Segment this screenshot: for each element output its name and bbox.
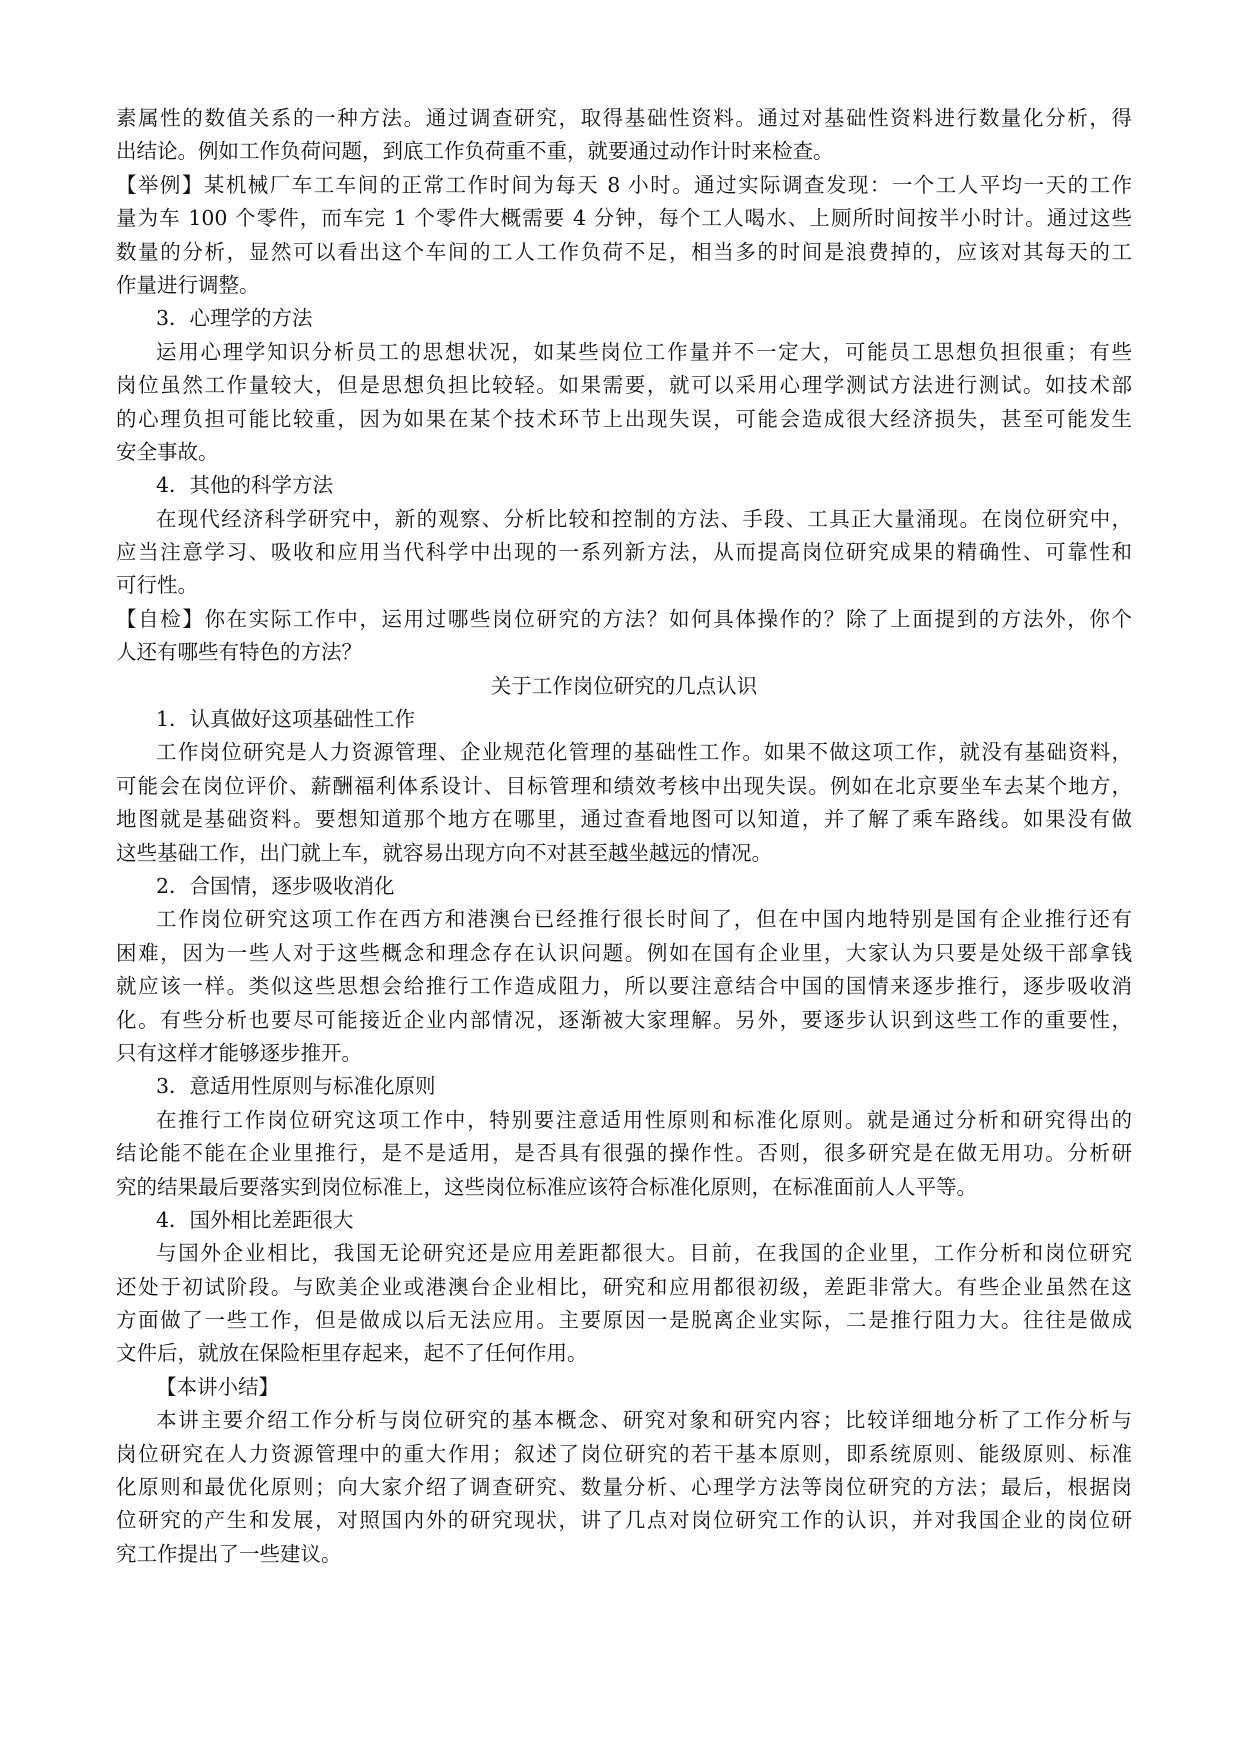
text-line: 结论能不能在企业里推行，是不是适用，是否具有很强的操作性。否则，很多研究是在做无用功。分析研	[116, 1141, 1132, 1166]
section-heading: 4．国外相比差距很大	[156, 1207, 354, 1232]
text-line: 地图就是基础资料。要想知道那个地方在哪里，通过查看地图可以知道，并了解了乘车路线。如果没有做	[116, 807, 1132, 832]
section-heading: 3．心理学的方法	[156, 306, 313, 331]
text-line: 位研究的产生和发展，对照国内外的研究现状，讲了几点对岗位研究工作的认识，并对我国企业的岗位研	[116, 1508, 1132, 1533]
text-line: 的心理负担可能比较重，因为如果在某个技术环节上出现失误，可能会造成很大经济损失，甚至可能发生	[116, 406, 1132, 431]
text-line: 方面做了一些工作，但是做成以后无法应用。主要原因一是脱离企业实际，二是推行阻力大。往往是做成	[116, 1308, 1132, 1333]
section-heading: 1．认真做好这项基础性工作	[156, 707, 416, 732]
text-line: 可能会在岗位评价、薪酬福利体系设计、目标管理和绩效考核中出现失误。例如在北京要坐车去某个地方，	[116, 773, 1132, 798]
text-line: 只有这样才能够逐步推开。	[116, 1040, 362, 1065]
text-line: 安全事故。	[116, 439, 219, 464]
text-line: 化。有些分析也要尽可能接近企业内部情况，逐渐被大家理解。另外，要逐步认识到这些工作的重要性，	[116, 1007, 1132, 1032]
text-line: 可行性。	[116, 573, 198, 598]
text-line: 人还有哪些有特色的方法？	[116, 640, 362, 665]
section-heading: 4．其他的科学方法	[156, 473, 334, 498]
section-heading: 2．合国情，逐步吸收消化	[156, 873, 395, 898]
example-line: 【举例】某机械厂车工车间的正常工作时间为每天 8 小时。通过实际调查发现：一个工人平均一天的工作	[116, 172, 1132, 197]
section-title: 关于工作岗位研究的几点认识	[490, 673, 758, 698]
text-line: 素属性的数值关系的一种方法。通过调查研究，取得基础性资料。通过对基础性资料进行数量化分析，得	[116, 106, 1132, 130]
text-line: 在现代经济科学研究中，新的观察、分析比较和控制的方法、手段、工具正大量涌现。在岗位研究中，	[156, 506, 1132, 531]
text-line: 就应该一样。类似这些思想会给推行工作造成阻力，所以要注意结合中国的国情来逐步推行，逐步吸收消	[116, 974, 1132, 999]
text-line: 这些基础工作，出门就上车，就容易出现方向不对甚至越坐越远的情况。	[116, 840, 772, 865]
text-line: 化原则和最优化原则；向大家介绍了调查研究、数量分析、心理学方法等岗位研究的方法；最后，根据岗	[116, 1475, 1132, 1500]
text-line: 岗位虽然工作量较大，但是思想负担比较轻。如果需要，就可以采用心理学测试方法进行测试。如技术部	[116, 373, 1132, 398]
text-line: 本讲主要介绍工作分析与岗位研究的基本概念、研究对象和研究内容；比较详细地分析了工作分析与	[156, 1408, 1132, 1433]
text-line: 工作岗位研究这项工作在西方和港澳台已经推行很长时间了，但在中国内地特别是国有企业推行还有	[156, 907, 1132, 932]
text-line: 还处于初试阶段。与欧美企业或港澳台企业相比，研究和应用都很初级，差距非常大。有些企业虽然在这	[116, 1274, 1132, 1299]
text-line: 困难，因为一些人对于这些概念和理念存在认识问题。例如在国有企业里，大家认为只要是处级干部拿钱	[116, 940, 1132, 965]
section-heading: 3．意适用性原则与标准化原则	[156, 1074, 436, 1099]
text-line: 运用心理学知识分析员工的思想状况，如某些岗位工作量并不一定大，可能员工思想负担很重；有些	[156, 339, 1132, 364]
text-line: 出结论。例如工作负荷问题，到底工作负荷重不重，就要通过动作计时来检查。	[116, 139, 834, 164]
document-page	[116, 102, 1132, 1571]
text-line: 在推行工作岗位研究这项工作中，特别要注意适用性原则和标准化原则。就是通过分析和研究得出的	[156, 1107, 1132, 1132]
text-line: 究工作提出了一些建议。	[116, 1541, 342, 1566]
text-line: 应当注意学习、吸收和应用当代科学中出现的一系列新方法，从而提高岗位研究成果的精确性、可靠性和	[116, 540, 1132, 565]
summary-heading: 【本讲小结】	[156, 1374, 279, 1399]
text-line: 究的结果最后要落实到岗位标准上，这些岗位标准应该符合标准化原则，在标准面前人人平等。	[116, 1174, 977, 1199]
text-line: 工作岗位研究是人力资源管理、企业规范化管理的基础性工作。如果不做这项工作，就没有基础资料，	[156, 740, 1132, 765]
text-line: 作量进行调整。	[116, 272, 260, 297]
self-check-line: 【自检】你在实际工作中，运用过哪些岗位研究的方法？如何具体操作的？除了上面提到的方法外，你个	[116, 606, 1132, 631]
text-line: 与国外企业相比，我国无论研究还是应用差距都很大。目前，在我国的企业里，工作分析和岗位研究	[156, 1241, 1132, 1266]
text-line: 文件后，就放在保险柜里存起来，起不了任何作用。	[116, 1341, 588, 1366]
text-line: 量为车 100 个零件，而车完 1 个零件大概需要 4 分钟，每个工人喝水、上厕所时间按半小时计。通过这些	[116, 206, 1132, 231]
text-line: 数量的分析，显然可以看出这个车间的工人工作负荷不足，相当多的时间是浪费掉的，应该对其每天的工	[116, 239, 1132, 264]
text-line: 岗位研究在人力资源管理中的重大作用；叙述了岗位研究的若干基本原则，即系统原则、能级原则、标准	[116, 1441, 1132, 1466]
